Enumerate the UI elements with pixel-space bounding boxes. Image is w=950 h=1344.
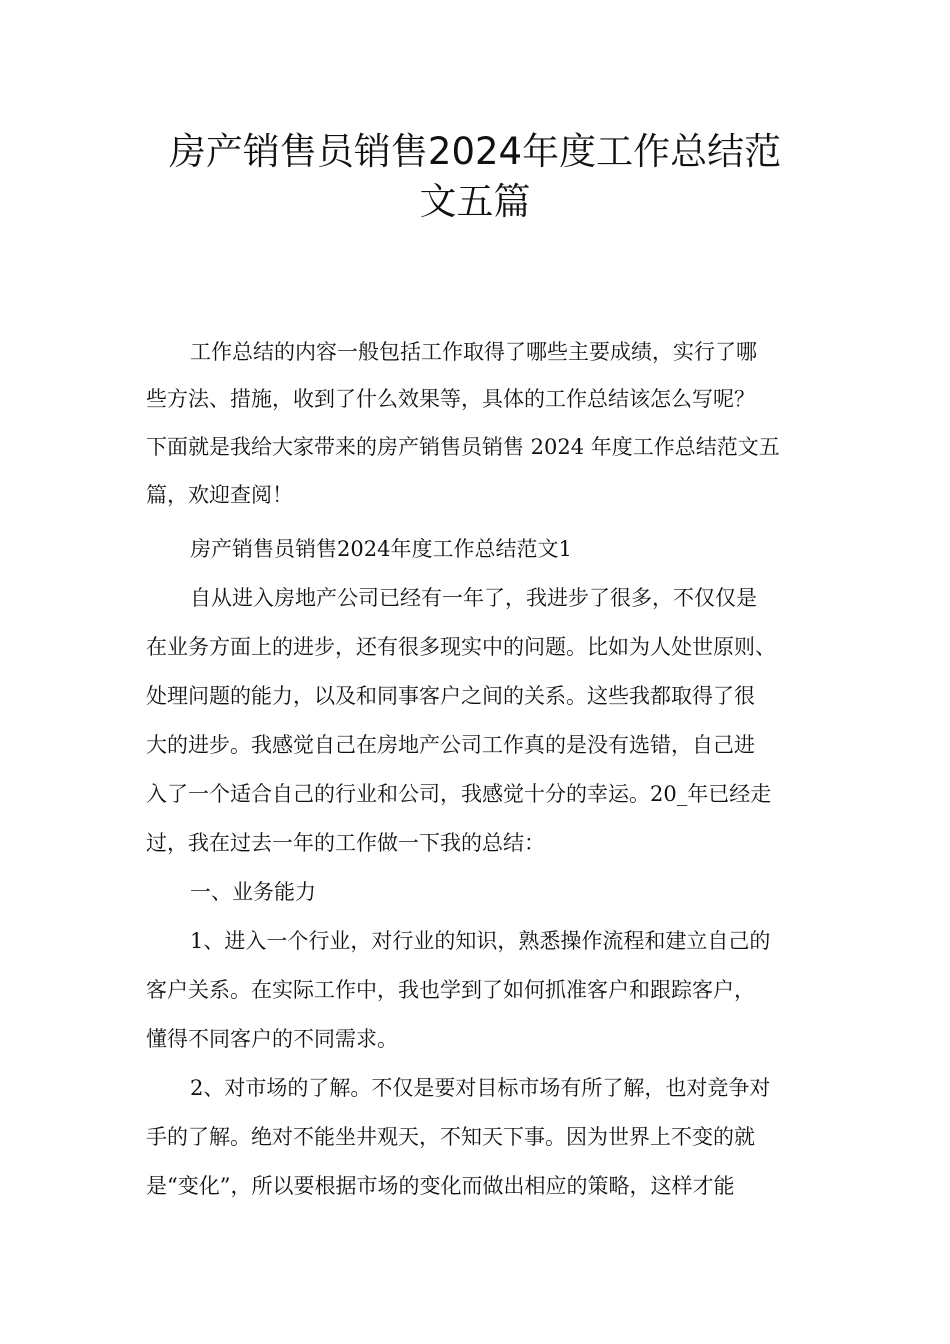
item-2-line-3: 是“变化”，所以要根据市场的变化而做出相应的策略，这样才能 xyxy=(146,1174,735,1198)
item-1-line-3: 懂得不同客户的不同需求。 xyxy=(146,1027,398,1051)
item-2-line-1: 2、对市场的了解。不仅是要对目标市场有所了解，也对竞争对 xyxy=(190,1076,771,1100)
paragraph-line-6: 过，我在过去一年的工作做一下我的总结： xyxy=(146,831,545,855)
subheading-business-ability: 一、业务能力 xyxy=(190,880,316,904)
intro-line-3: 下面就是我给大家带来的房产销售员销售 2024 年度工作总结范文五 xyxy=(146,435,780,459)
intro-line-4: 篇，欢迎查阅！ xyxy=(146,483,293,507)
paragraph-line-4: 大的进步。我感觉自己在房地产公司工作真的是没有选错，自己进 xyxy=(146,733,755,757)
item-1-line-1: 1、进入一个行业，对行业的知识，熟悉操作流程和建立自己的 xyxy=(190,929,771,953)
intro-line-2: 些方法、措施，收到了什么效果等，具体的工作总结该怎么写呢？ xyxy=(146,387,755,411)
paragraph-line-5: 入了一个适合自己的行业和公司，我感觉十分的幸运。20_年已经走 xyxy=(146,782,772,806)
paragraph-line-2: 在业务方面上的进步，还有很多现实中的问题。比如为人处世原则、 xyxy=(146,635,776,659)
item-1-line-2: 客户关系。在实际工作中，我也学到了如何抓准客户和跟踪客户， xyxy=(146,978,755,1002)
paragraph-line-1: 自从进入房地产公司已经有一年了，我进步了很多，不仅仅是 xyxy=(190,586,757,610)
intro-line-1: 工作总结的内容一般包括工作取得了哪些主要成绩，实行了哪 xyxy=(190,340,757,364)
paragraph-line-3: 处理问题的能力，以及和同事客户之间的关系。这些我都取得了很 xyxy=(146,684,755,708)
section-heading: 房产销售员销售2024年度工作总结范文1 xyxy=(190,537,572,561)
document-title-line-1: 房产销售员销售2024年度工作总结范 xyxy=(168,130,782,173)
document-title-line-2: 文五篇 xyxy=(419,180,531,223)
item-2-line-2: 手的了解。绝对不能坐井观天，不知天下事。因为世界上不变的就 xyxy=(146,1125,755,1149)
